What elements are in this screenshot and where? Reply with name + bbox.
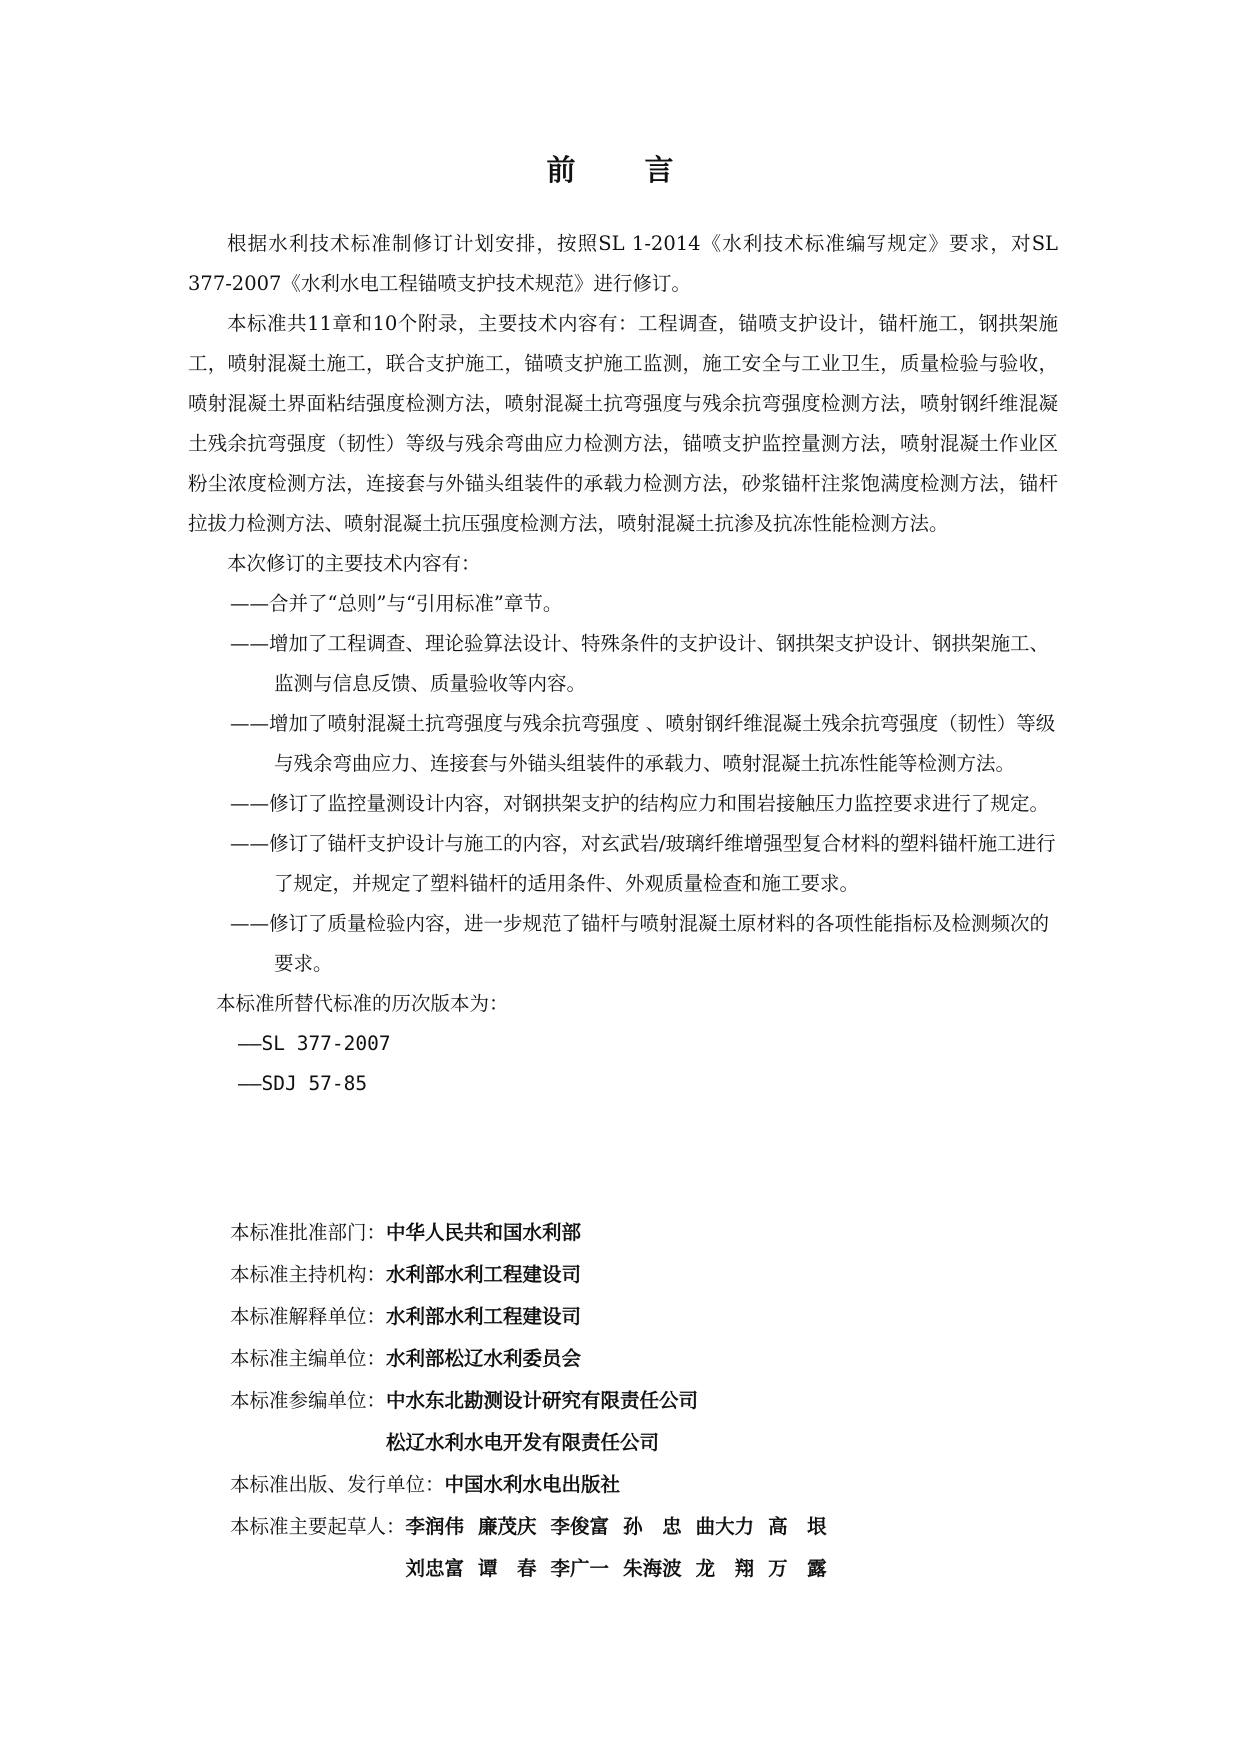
drafter-name: 朱海波 — [623, 1557, 682, 1580]
drafter-name: 刘忠富 — [405, 1557, 465, 1580]
intro-paragraph-1: 根据水利技术标准制修订计划安排，按照SL 1-2014《水利技术标准编写规定》要求，对SL 377-2007《水利水电工程锚喷支护技术规范》进行修订。 — [188, 232, 1058, 295]
host-value: 水利部水利工程建设司 — [386, 1263, 582, 1286]
revision-item: ——修订了监控量测设计内容，对钢拱架支护的结构应力和围岩接触压力监控要求进行了规定。 — [230, 792, 1050, 815]
drafter-name: 万 露 — [768, 1557, 827, 1580]
history-version: ——SDJ 57-85 — [238, 1072, 368, 1095]
intro-paragraph-3: 本次修订的主要技术内容有： — [227, 552, 481, 575]
history-intro: 本标准所替代标准的历次版本为： — [216, 992, 509, 1015]
drafter-name: 李广一 — [550, 1557, 610, 1580]
approval-label: 本标准批准部门： — [230, 1221, 387, 1244]
participants-label: 本标准参编单位： — [230, 1389, 387, 1412]
intro-paragraph-2: 本标准共11章和10个附录，主要技术内容有：工程调查，锚喷支护设计，锚杆施工，钢拱架施工，喷射混凝土施工，联合支护施工，锚喷支护施工监测，施工安全与工业卫生，质量检验与验收，喷射混凝土界面粘结强度检测方法，喷射混凝土抗弯强度与残余抗弯强度检测方法，喷射钢纤维混凝土残余抗弯强度（韧性）等级与残余弯曲应力检测方法，锚喷支护监控量测方法，喷射混凝土作业区粉尘浓度检测方法，连接套与外锚头组装件的承载力检测方法，砂浆锚杆注浆饱满度检测方法，锚杆拉拔力检测方法、喷射混凝土抗压强度检测方法，喷射混凝土抗渗及抗冻性能检测方法。 — [188, 312, 1058, 535]
participant-unit: 松辽水利水电开发有限责任公司 — [386, 1431, 660, 1454]
interpretation-value: 水利部水利工程建设司 — [386, 1305, 582, 1328]
drafter-name: 龙 翔 — [695, 1557, 755, 1580]
approval-row — [230, 1212, 836, 1254]
preface-body — [188, 224, 1058, 1104]
drafters-row — [230, 1506, 836, 1590]
publisher-label: 本标准出版、发行单位： — [230, 1473, 445, 1496]
standard-info-block — [230, 1212, 836, 1590]
participant-unit: 中水东北勘测设计研究有限责任公司 — [386, 1389, 699, 1412]
revision-item: ——修订了质量检验内容，进一步规范了锚杆与喷射混凝土原材料的各项性能指标及检测频次的要求。 — [230, 912, 1050, 975]
interpretation-label: 本标准解释单位： — [230, 1305, 387, 1328]
drafter-name: 曲大力 — [695, 1515, 755, 1538]
page-title: 前 言 — [546, 153, 694, 187]
approval-value: 中华人民共和国水利部 — [386, 1221, 582, 1244]
publisher-row — [230, 1464, 836, 1506]
publisher-value: 中国水利水电出版社 — [444, 1473, 621, 1496]
editor-row — [230, 1338, 836, 1380]
revision-item: ——增加了工程调查、理论验算法设计、特殊条件的支护设计、钢拱架支护设计、钢拱架施工、监测与信息反馈、质量验收等内容。 — [230, 632, 1050, 695]
history-version: ——SL 377-2007 — [238, 1032, 391, 1055]
drafter-name: 谭 春 — [478, 1557, 537, 1580]
drafter-name: 廉茂庆 — [478, 1515, 537, 1538]
drafter-name: 李俊富 — [550, 1515, 610, 1538]
interpretation-row — [230, 1296, 836, 1338]
editor-label: 本标准主编单位： — [230, 1347, 387, 1370]
revision-item: ——修订了锚杆支护设计与施工的内容，对玄武岩/玻璃纤维增强型复合材料的塑料锚杆施工进行了规定，并规定了塑料锚杆的适用条件、外观质量检查和施工要求。 — [230, 832, 1056, 895]
revision-item: ——增加了喷射混凝土抗弯强度与残余抗弯强度 、喷射钢纤维混凝土残余抗弯强度（韧性）等级与残余弯曲应力、连接套与外锚头组装件的承载力、喷射混凝土抗冻性能等检测方法。 — [230, 712, 1056, 775]
drafter-name: 孙 忠 — [623, 1515, 682, 1538]
participants-row — [230, 1380, 836, 1464]
participants-list — [386, 1380, 698, 1464]
host-row — [230, 1254, 836, 1296]
drafters-label: 本标准主要起草人： — [230, 1515, 406, 1538]
host-label: 本标准主持机构： — [230, 1263, 387, 1286]
drafters-list — [406, 1506, 836, 1590]
drafter-name: 高 垠 — [768, 1515, 827, 1538]
drafter-name: 李润伟 — [405, 1515, 465, 1538]
editor-value: 水利部松辽水利委员会 — [386, 1347, 582, 1370]
revision-item: ——合并了“总则”与“引用标准”章节。 — [230, 592, 563, 615]
